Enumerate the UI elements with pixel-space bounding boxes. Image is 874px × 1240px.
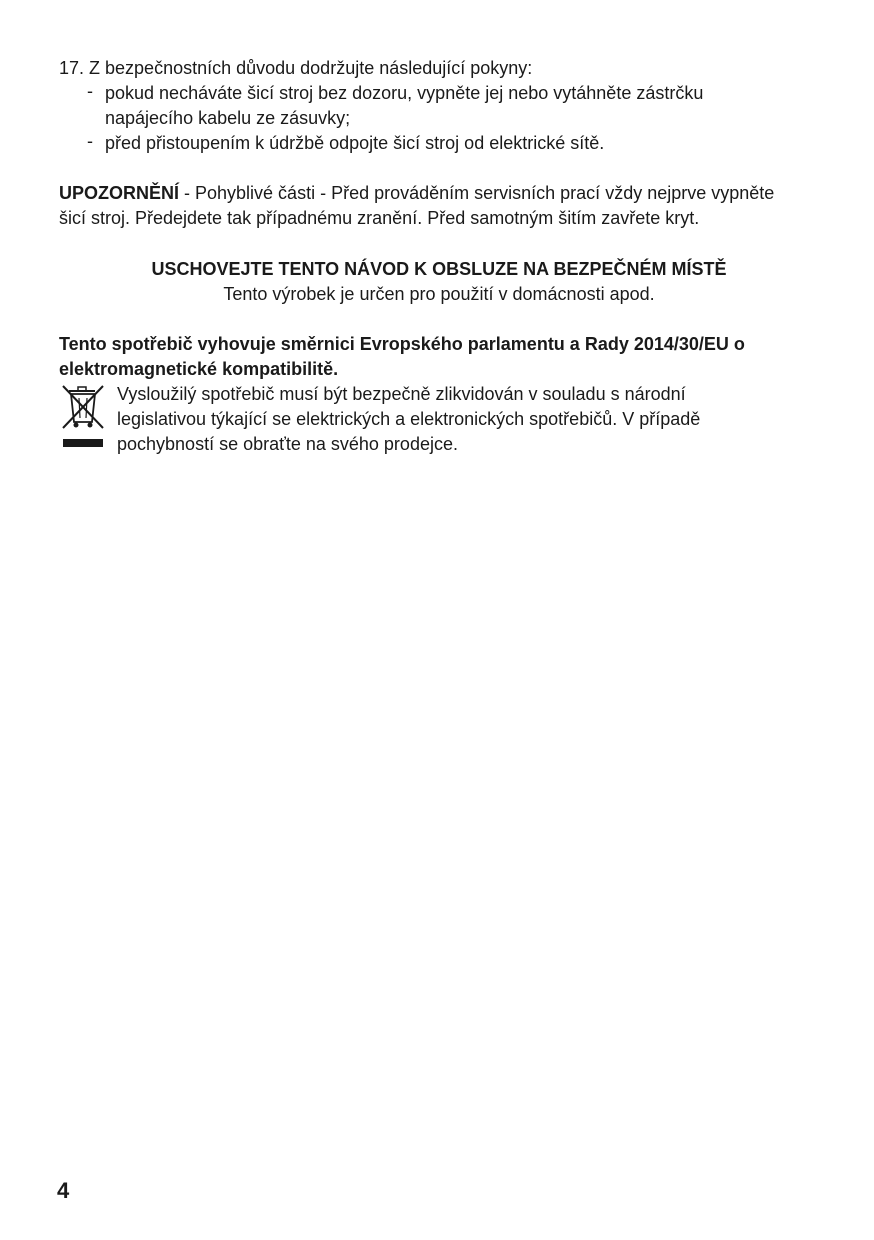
warning-label: UPOZORNĚNÍ [59,183,180,203]
item-17-heading: 17. Z bezpečnostních důvodu dodržujte následující pokyny: [59,58,533,78]
bullet-dash: - [87,81,93,101]
weee-crossed-bin-icon-graphic [59,382,107,452]
emc-compliance-statement: Tento spotřebič vyhovuje směrnici Evropského parlamentu a Rady 2014/30/EU o elektromagnetické kompatibilitě. [59,334,745,379]
item-17-bullet [59,81,819,131]
weee-crossed-bin-icon [59,382,117,457]
disposal-text: Vysloužilý spotřebič musí být bezpečně zlikvidován v souladu s národní legislativou týkající se elektrických a elektronických spotřebičů. V případě pochybností se obraťte na svého prodejce. [117,384,701,454]
bullet-dash: - [87,131,93,151]
item-17-bullet [59,131,819,156]
bullet-text-maintenance: před přistoupením k údržbě odpojte šicí stroj od elektrické sítě. [105,133,605,153]
household-use-note: Tento výrobek je určen pro použití v domácnosti apod. [223,284,655,304]
disposal-section [59,382,819,457]
warning-text: - Pohyblivé části - Před prováděním servisních prací vždy nejprve vypněte šicí stroj. Předejdete tak případnému zranění. Před samotným šitím zavřete kryt. [59,183,775,228]
warning-paragraph [59,181,789,231]
page-number: 4 [57,1178,70,1203]
safety-item-17 [59,56,819,156]
document-page [59,56,819,457]
keep-manual-notice [59,257,819,307]
bullet-text-unattended: pokud necháváte šicí stroj bez dozoru, vypněte jej nebo vytáhněte zástrčku napájecího kabelu ze zásuvky; [105,83,704,128]
keep-manual-title: USCHOVEJTE TENTO NÁVOD K OBSLUZE NA BEZPEČNÉM MÍSTĚ [151,259,727,279]
